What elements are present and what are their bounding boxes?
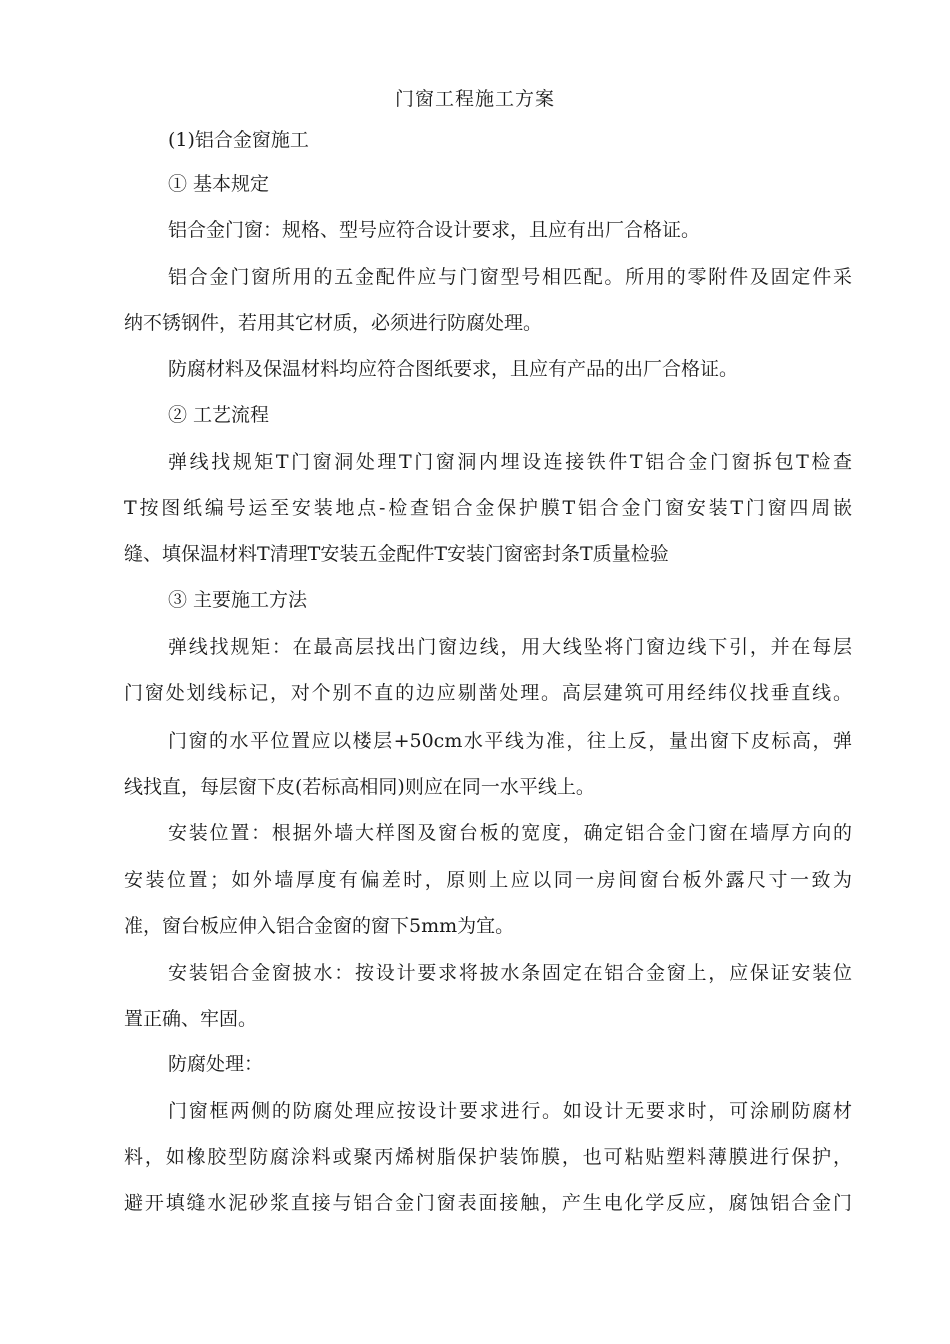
paragraph-line: 防腐材料及保温材料均应符合图纸要求，且应有产品的出厂合格证。 (168, 358, 739, 380)
paragraph-line: 置正确、牢固。 (124, 1008, 258, 1030)
paragraph-line: 门窗处划线标记，对个别不直的边应剔凿处理。高层建筑可用经纬仪找垂直线。 (124, 682, 852, 704)
paragraph-line: 避开填缝水泥砂浆直接与铝合金门窗表面接触，产生电化学反应，腐蚀铝合金门 (124, 1192, 852, 1214)
paragraph-line: 准，窗台板应伸入铝合金窗的窗下5mm为宜。 (124, 915, 515, 937)
paragraph-line: 安装位置；如外墙厚度有偏差时，原则上应以同一房间窗台板外露尺寸一致为 (124, 869, 852, 891)
paragraph-line: 缝、填保温材料T清理T安装五金配件T安装门窗密封条T质量检验 (124, 543, 669, 565)
paragraph-line: 安装位置：根据外墙大样图及窗台板的宽度，确定铝合金门窗在墙厚方向的 (168, 822, 852, 844)
paragraph-line: 线找直，每层窗下皮(若标高相同)则应在同一水平线上。 (124, 776, 595, 798)
paragraph-line: T按图纸编号运至安装地点-检查铝合金保护膜T铝合金门窗安装T门窗四周嵌 (124, 497, 852, 519)
paragraph-line: 安装铝合金窗披水：按设计要求将披水条固定在铝合金窗上，应保证安装位 (168, 962, 852, 984)
document-title: 门窗工程施工方案 (394, 88, 555, 110)
paragraph-line: 门窗框两侧的防腐处理应按设计要求进行。如设计无要求时，可涂刷防腐材 (168, 1100, 852, 1122)
subheading-process-flow: ② 工艺流程 (168, 404, 270, 426)
paragraph-line: 料，如橡胶型防腐涂料或聚丙烯树脂保护装饰膜，也可粘贴塑料薄膜进行保护， (124, 1146, 852, 1168)
section-heading-aluminum-window: (1)铝合金窗施工 (168, 129, 309, 151)
paragraph-line: 弹线找规矩T门窗洞处理T门窗洞内埋设连接铁件T铝合金门窗拆包T检查 (168, 451, 852, 473)
paragraph-line: 门窗的水平位置应以楼层+50cm水平线为准，往上反，量出窗下皮标高，弹 (168, 730, 852, 752)
subheading-main-methods: ③ 主要施工方法 (168, 589, 308, 611)
subheading-basic-rules: ① 基本规定 (168, 173, 270, 195)
subheading-anticorrosion: 防腐处理： (168, 1053, 264, 1075)
paragraph-line: 铝合金门窗所用的五金配件应与门窗型号相匹配。所用的零附件及固定件采 (168, 266, 852, 288)
paragraph-line: 纳不锈钢件，若用其它材质，必须进行防腐处理。 (124, 312, 543, 334)
paragraph-line: 铝合金门窗：规格、型号应符合设计要求，且应有出厂合格证。 (168, 219, 701, 241)
paragraph-line: 弹线找规矩：在最高层找出门窗边线，用大线坠将门窗边线下引，并在每层 (168, 636, 852, 658)
